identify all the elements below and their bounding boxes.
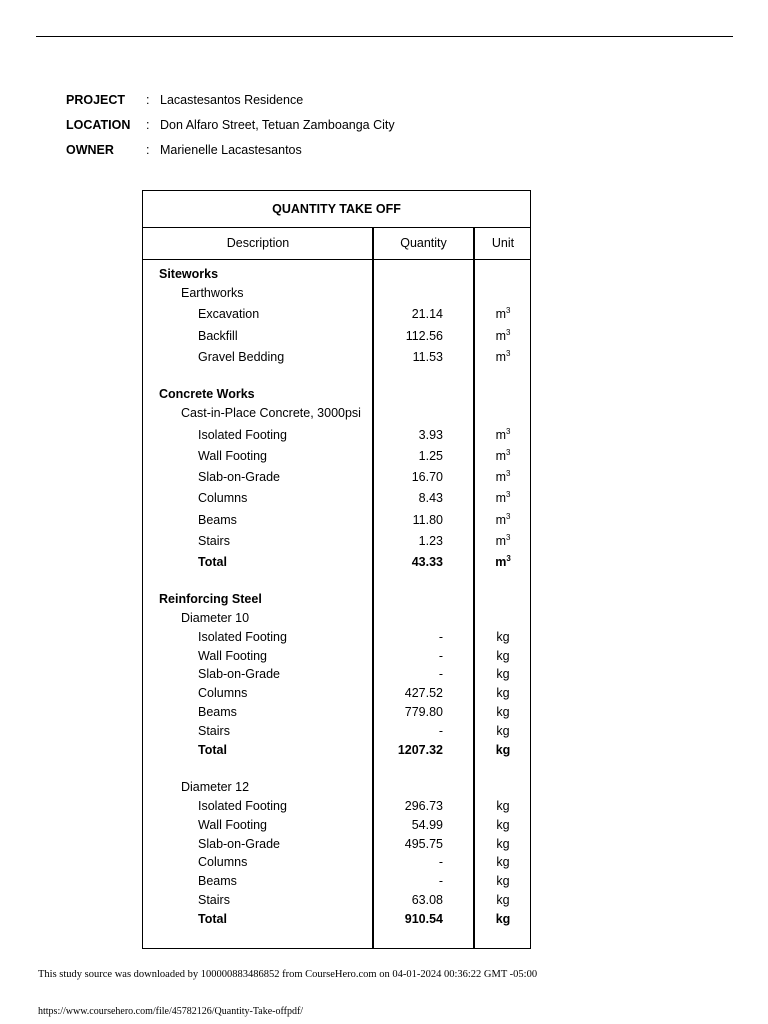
row-quantity: 11.80	[412, 513, 443, 527]
table-row	[143, 855, 530, 873]
row-quantity: -	[438, 874, 443, 888]
table-row	[143, 874, 530, 892]
row-description: Excavation	[198, 307, 260, 321]
unit-text: m	[495, 470, 506, 484]
unit-exponent: 3	[505, 533, 511, 542]
row-description: Total	[198, 912, 227, 926]
table-row	[143, 893, 530, 911]
row-description: Isolated Footing	[198, 799, 287, 813]
table-row	[143, 724, 530, 742]
unit-text: kg	[496, 818, 510, 832]
project-label: PROJECT	[66, 93, 126, 107]
table-row	[143, 667, 530, 685]
row-description: Concrete Works	[159, 387, 255, 401]
row-description: Stairs	[198, 724, 230, 738]
row-quantity: 16.70	[411, 470, 443, 484]
unit-text: kg	[496, 667, 510, 681]
row-unit	[474, 667, 532, 681]
unit-text: m	[495, 428, 506, 442]
owner-value: Marienelle Lacastesantos	[160, 143, 302, 157]
unit-text: m	[495, 449, 506, 463]
row-unit	[474, 705, 532, 719]
row-description: Total	[198, 743, 227, 757]
row-unit	[474, 555, 532, 569]
unit-text: kg	[496, 649, 510, 663]
row-quantity: 427.52	[404, 686, 443, 700]
unit-text: kg	[496, 893, 510, 907]
row-unit	[474, 893, 532, 907]
row-unit	[474, 630, 532, 644]
row-unit	[474, 818, 532, 832]
row-description: Columns	[198, 855, 248, 869]
location-value: Don Alfaro Street, Tetuan Zamboanga City	[160, 118, 395, 132]
row-unit	[474, 350, 532, 364]
table-row	[143, 837, 530, 855]
unit-text: kg	[495, 743, 511, 757]
source-url[interactable]: https://www.coursehero.com/file/45782126/Quantity-Take-offpdf/	[38, 1006, 304, 1017]
row-description: Reinforcing Steel	[159, 592, 262, 606]
table-row	[143, 491, 530, 509]
unit-exponent: 3	[505, 512, 511, 521]
unit-text: m	[495, 534, 506, 548]
row-quantity: -	[438, 667, 443, 681]
row-unit	[474, 837, 532, 851]
row-unit	[474, 686, 532, 700]
location-colon: :	[146, 118, 150, 132]
table-row	[143, 513, 530, 531]
unit-exponent: 3	[505, 427, 511, 436]
row-description: Total	[198, 555, 227, 569]
row-unit	[474, 855, 532, 869]
row-description: Diameter 10	[181, 611, 250, 625]
top-rule	[36, 36, 733, 37]
table-row	[143, 555, 530, 573]
row-quantity: -	[438, 855, 443, 869]
table-row	[143, 799, 530, 817]
source-note: This study source was downloaded by 100000883486852 from CourseHero.com on 04-01-2024 00:36:22 GMT -05:00	[38, 969, 538, 980]
row-description: Columns	[198, 686, 248, 700]
table-row	[143, 705, 530, 723]
row-quantity: 54.99	[411, 818, 443, 832]
table-row	[143, 818, 530, 836]
row-description: Slab-on-Grade	[198, 837, 280, 851]
owner-label: OWNER	[66, 143, 114, 157]
column-header-quantity: Quantity	[400, 236, 447, 250]
row-unit	[474, 307, 532, 321]
unit-text: kg	[496, 855, 510, 869]
unit-text: kg	[496, 799, 510, 813]
table-row	[143, 686, 530, 704]
row-description: Slab-on-Grade	[198, 667, 280, 681]
table-row	[143, 307, 530, 325]
unit-exponent: 3	[506, 554, 511, 563]
table-header	[143, 227, 530, 260]
unit-text: m	[495, 329, 506, 343]
unit-exponent: 3	[505, 328, 511, 337]
row-description: Wall Footing	[198, 818, 268, 832]
table-row	[143, 428, 530, 446]
unit-exponent: 3	[505, 306, 511, 315]
row-quantity: 8.43	[418, 491, 443, 505]
row-unit	[474, 513, 532, 527]
table-row	[143, 912, 530, 930]
row-unit	[474, 874, 532, 888]
row-quantity: 11.53	[412, 350, 443, 364]
table-row	[143, 387, 530, 405]
location-label: LOCATION	[66, 118, 131, 132]
row-quantity: -	[438, 630, 443, 644]
row-quantity: -	[438, 724, 443, 738]
row-description: Gravel Bedding	[198, 350, 285, 364]
row-description: Wall Footing	[198, 649, 268, 663]
row-description: Siteworks	[159, 267, 219, 281]
table-row	[143, 449, 530, 467]
row-quantity: 1207.32	[397, 743, 443, 757]
row-description: Backfill	[198, 329, 238, 343]
table-row	[143, 350, 530, 368]
row-quantity: 63.08	[411, 893, 443, 907]
row-description: Stairs	[198, 893, 230, 907]
row-quantity: 910.54	[404, 912, 443, 926]
owner-colon: :	[146, 143, 150, 157]
column-header-description: Description	[226, 236, 290, 250]
unit-text: kg	[496, 630, 510, 644]
table-row	[143, 780, 530, 798]
location-row	[66, 118, 395, 143]
row-unit	[474, 329, 532, 343]
project-info	[66, 93, 395, 168]
table-row	[143, 286, 530, 304]
table-row	[143, 592, 530, 610]
row-description: Beams	[198, 513, 237, 527]
row-description: Wall Footing	[198, 449, 268, 463]
table-row	[143, 649, 530, 667]
unit-text: m	[495, 491, 506, 505]
row-quantity: 1.25	[418, 449, 443, 463]
table-row	[143, 743, 530, 761]
project-colon: :	[146, 93, 150, 107]
row-quantity: 495.75	[404, 837, 443, 851]
row-description: Cast-in-Place Concrete, 3000psi	[181, 406, 361, 420]
quantity-table	[142, 190, 531, 949]
row-description: Beams	[198, 874, 237, 888]
unit-exponent: 3	[505, 349, 511, 358]
row-unit	[474, 470, 532, 484]
table-row	[143, 630, 530, 648]
unit-text: m	[495, 555, 507, 569]
table-row	[143, 406, 530, 424]
row-description: Diameter 12	[181, 780, 250, 794]
unit-text: kg	[495, 912, 511, 926]
table-row	[143, 267, 530, 285]
row-description: Columns	[198, 491, 248, 505]
unit-text: m	[495, 307, 506, 321]
unit-text: m	[495, 513, 506, 527]
row-description: Stairs	[198, 534, 230, 548]
table-row	[143, 329, 530, 347]
row-quantity: 296.73	[404, 799, 443, 813]
row-description: Isolated Footing	[198, 428, 287, 442]
row-quantity: 779.80	[404, 705, 443, 719]
row-unit	[474, 534, 532, 548]
row-quantity: 21.14	[411, 307, 443, 321]
project-row	[66, 93, 395, 118]
row-unit	[474, 799, 532, 813]
row-quantity: -	[438, 649, 443, 663]
row-unit	[474, 912, 532, 926]
owner-row	[66, 143, 395, 168]
column-header-unit: Unit	[491, 236, 515, 250]
row-unit	[474, 449, 532, 463]
table-row	[143, 470, 530, 488]
row-unit	[474, 743, 532, 757]
row-description: Isolated Footing	[198, 630, 287, 644]
unit-exponent: 3	[505, 490, 511, 499]
unit-text: kg	[496, 837, 510, 851]
project-value: Lacastesantos Residence	[160, 93, 304, 107]
unit-text: kg	[496, 724, 510, 738]
unit-text: kg	[496, 705, 510, 719]
row-quantity: 112.56	[405, 329, 443, 343]
row-quantity: 1.23	[418, 534, 443, 548]
row-quantity: 3.93	[418, 428, 443, 442]
unit-text: m	[495, 350, 506, 364]
row-unit	[474, 724, 532, 738]
row-unit	[474, 649, 532, 663]
table-row	[143, 611, 530, 629]
unit-exponent: 3	[505, 448, 511, 457]
row-description: Beams	[198, 705, 237, 719]
unit-text: kg	[496, 686, 510, 700]
row-description: Earthworks	[181, 286, 244, 300]
unit-text: kg	[496, 874, 510, 888]
unit-exponent: 3	[505, 469, 511, 478]
row-description: Slab-on-Grade	[198, 470, 280, 484]
table-title: QUANTITY TAKE OFF	[143, 191, 530, 228]
table-row	[143, 534, 530, 552]
row-quantity: 43.33	[411, 555, 443, 569]
row-unit	[474, 491, 532, 505]
row-unit	[474, 428, 532, 442]
